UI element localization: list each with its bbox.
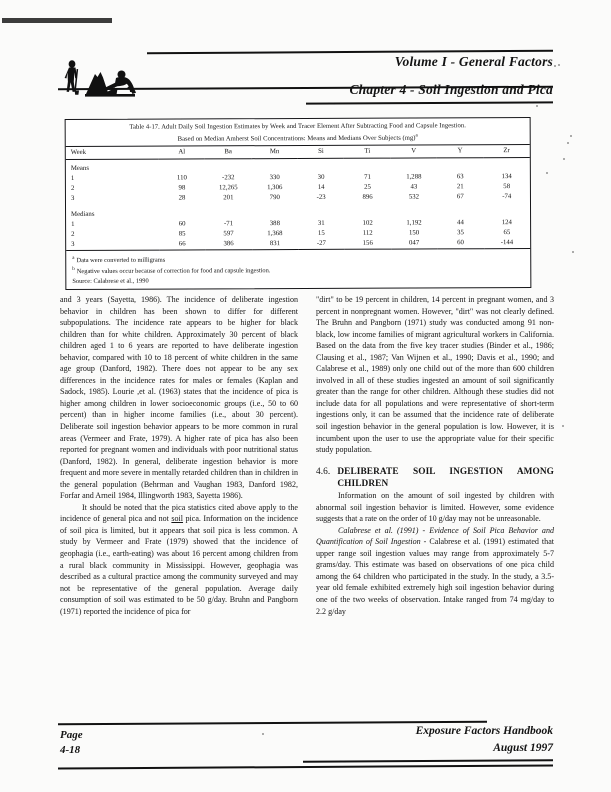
- header-volume-title: Volume I - General Factors: [394, 54, 553, 69]
- cell-si: -27: [298, 239, 344, 250]
- row-week-label: 3: [66, 240, 159, 251]
- row-week-label: 1: [71, 221, 75, 229]
- section-heading-4-6: [316, 466, 554, 490]
- cell-v: 1,288: [406, 173, 422, 181]
- cell-ba: -232: [222, 174, 235, 182]
- left-paragraph-1: and 3 years (Sayetta, 1986). The incidence of deliberate ingestion behavior in children has been shown to differ for different subpopulations. The incidence rate appears to be higher for black children than for white children. Approximately 30 percent of black children aged 1 to 6 years are reported to have deliberate ingestion behavior, compared with 10 to 18 percent of white children in the same age group (Danford, 1982). There does not appear to be any sex differences in the incidence rates for males or females (Kaplan and Sadock, 1985). Lourie ,et al. (1963) states that the incidence of pica is higher among children in lower socioeconomic groups (i.e., 50 to 60 percent) than in higher income families (i.e., about 30 percent). Deliberate soil ingestion behavior appears to be more common in rural areas (Vermeer and Frate, 1979). A higher rate of pica has also been reported for pregnant women and individuals with poor nutritional status (Danford, 1982). In general, deliberate ingestion behavior is more frequent and more severe in mentally retarded children than in children in the general population (Behrman and Vaughan 1983, Danford 1982, Forfar and Arneil 1984, Illingworth 1983, Sayetta 1986).: [60, 295, 298, 501]
- table-caption-footnote-marker: a: [415, 132, 418, 138]
- scan-speck: [558, 64, 560, 66]
- cell-zr: 124: [501, 219, 512, 227]
- cell-ti: 102: [362, 219, 373, 227]
- right-paragraph-1: "dirt" to be 19 percent in children, 14 percent in pregnant women, and 3 percent in nonpregnant women. However, "dirt" was not clearly defined. The Bruhn and Pangborn (1971) study was conducted among 91 non-black, low income families of migrant agricultural workers in California. Based on the data from the five key tracer studies (Binder et al., 1986; Clausing et al., 1987; Van Wijnen et al., 1990; Davis et al., 1990; and Calabrese et al., 1989) only one child out of the more than 600 children involved in all of these studies ingested an amount of soil significantly greater than the range for other children. Although these studies did not include data for all populations and were representative of short-term ingestions only, it can be assumed that the incidence rate of deliberate soil ingestion behavior in the general population is low. However, it is incumbent upon the user to use the appropriate value for their specific study population.: [316, 295, 554, 455]
- section-title: DELIBERATE SOIL INGESTION AMONG CHILDREN: [337, 466, 554, 489]
- cell-y: 21: [456, 183, 464, 191]
- footnote-a-text: Data were converted to milligrams: [76, 256, 166, 265]
- table-footnotes: [66, 249, 530, 289]
- footnote-b-text: Negative values occur because of correction for food and capsule ingestion.: [76, 267, 271, 276]
- footnote-b-marker: b: [72, 267, 75, 273]
- column-header-v: V: [391, 146, 437, 159]
- cell-al: 60: [178, 220, 186, 228]
- cell-y: 63: [456, 173, 464, 181]
- footer-rule-bottom: [58, 764, 553, 769]
- table-caption-line1: Table 4-17. Adult Daily Soil Ingestion Estimates by Week and Tracer Element After Subtracting Food and Capsule Ingestion.: [129, 122, 466, 131]
- footnote-a-marker: a: [72, 256, 75, 262]
- header-chapter-title: Chapter 4 - Soil Ingestion and Pica: [349, 82, 553, 97]
- cell-y: 67: [456, 193, 464, 201]
- column-header-ti: Ti: [344, 146, 390, 159]
- column-header-zr: Zr: [483, 145, 530, 158]
- cell-si: 30: [317, 174, 325, 182]
- column-header-mn: Mn: [251, 146, 297, 159]
- cell-ti: 156: [345, 239, 391, 250]
- cell-ti: 25: [364, 183, 371, 191]
- section-number: 4.6.: [316, 466, 331, 477]
- cell-mn: 388: [269, 220, 280, 228]
- study-citation-body: - Calabrese et al. (1991) estimated that upper range soil ingestion values may range from approximately 5-7 grams/day. This estimate was based on observations of one pica child among the 64 children who participated in the study. In the study, a 3.5-year old female exhibited extremely high soil ingestion behavior during one of the two weeks of observation. Intake ranged from 74 mg/day to 2.2 g/day: [316, 537, 555, 616]
- column-header-week: Week: [66, 147, 159, 160]
- soil-ingestion-data-table: [66, 145, 530, 251]
- cell-si: 15: [317, 230, 325, 238]
- cell-si: 31: [317, 220, 325, 228]
- cell-zr: -144: [484, 238, 530, 249]
- cell-mn: 831: [252, 239, 298, 250]
- column-header-al: Al: [159, 147, 205, 160]
- body-text-columns: [60, 294, 555, 704]
- left-paragraph-2: [60, 502, 298, 617]
- scan-speck: [546, 172, 548, 174]
- footer-page-number: 4-18: [60, 744, 81, 756]
- cell-ti: 112: [362, 229, 373, 237]
- cell-ba: 597: [223, 230, 234, 238]
- cell-y: 60: [437, 238, 483, 249]
- cell-v: 1,192: [406, 219, 422, 227]
- table-source: Source: Calabrese et al., 1990: [72, 278, 149, 286]
- row-week-label: 2: [70, 185, 75, 193]
- column-header-si: Si: [298, 146, 344, 159]
- table-4-17: [65, 117, 532, 290]
- column-header-y: Y: [437, 145, 483, 158]
- left-text-column: [60, 294, 298, 704]
- cell-ba: 12,265: [218, 184, 238, 192]
- scan-artifact-top-left: [2, 18, 112, 23]
- scan-speck: [567, 142, 569, 144]
- row-week-label: 2: [71, 231, 75, 239]
- footer-document-title: Exposure Factors Handbook: [415, 725, 553, 737]
- footer-page-label: Page: [60, 729, 83, 741]
- cell-si: 14: [317, 184, 325, 192]
- right-paragraph-2: Information on the amount of soil ingested by children with abnormal soil ingestion behavior is limited. However, some evidence suggests that a rate on the order of 10 g/day may not be unreasonable.: [316, 491, 554, 524]
- scan-speck: [554, 65, 556, 67]
- cell-mn: 790: [269, 194, 280, 202]
- cell-al: 98: [178, 184, 186, 192]
- cell-al: 85: [178, 230, 186, 238]
- header-rule-underline: [306, 101, 553, 104]
- cell-v: 43: [410, 183, 418, 191]
- group-label-medians: Medians: [71, 210, 95, 218]
- right-text-column: [316, 294, 554, 704]
- row-week-label: 1: [70, 175, 75, 183]
- left-paragraph-2-underlined-word: soil: [171, 514, 184, 524]
- right-paragraph-3: [316, 525, 554, 617]
- cell-al: 28: [178, 194, 186, 202]
- cell-v: 047: [391, 239, 437, 250]
- cell-y: 35: [457, 229, 464, 237]
- left-paragraph-2-post: pica. Information on the incidence of soil pica is limited, but it appears that soil pica is less common. A study by Vermeer and Frate (1979) showed that the incidence of geophagia (i.e., earth-eating) was about 16 percent among children from a rural black community in Mississippi. However, geophagia was described as a cultural practice among the community surveyed and may not be representative of the general population. Average daily consumption of soil was estimated to be 50 g/day. Bruhn and Pangborn (1971) reported the incidence of pica for: [60, 514, 298, 616]
- cell-ba: -71: [223, 220, 234, 228]
- study-citation-title: Calabrese et al. (1991) - Evidence of Soil Pica Behavior and Quantification of Soil Ingestion: [316, 525, 554, 547]
- footer-date: August 1997: [493, 742, 553, 754]
- cell-si: -23: [316, 194, 326, 202]
- column-header-ba: Ba: [205, 146, 251, 159]
- cell-ti: 896: [362, 193, 373, 201]
- cell-v: 150: [408, 229, 420, 237]
- cell-mn: 1,368: [267, 230, 283, 238]
- cell-al: 110: [176, 174, 187, 182]
- cell-ba: 201: [223, 194, 234, 202]
- scan-speck: [572, 251, 574, 253]
- cell-zr: 65: [503, 229, 511, 237]
- cell-y: 44: [457, 219, 464, 227]
- left-paragraph-2-pre: It should be noted that the pica statistics cited above apply to the incidence of general pica and not: [60, 502, 298, 524]
- cell-zr: 134: [501, 173, 512, 181]
- cell-zr: 58: [503, 183, 511, 191]
- cell-ti: 71: [364, 173, 371, 181]
- cell-ba: 386: [205, 239, 251, 250]
- soil-digging-figures-logo: [59, 58, 147, 102]
- cell-al: 66: [159, 240, 205, 251]
- scan-speck: [562, 425, 564, 427]
- table-caption-line2: Based on Median Amherst Soil Concentrations: Means and Medians Over Subjects (mg): [177, 134, 416, 143]
- row-week-label: 3: [70, 195, 75, 203]
- table-body: [66, 158, 530, 251]
- cell-zr: -74: [502, 193, 512, 201]
- footnote-b: [72, 263, 524, 276]
- footer-rule-middle: [303, 759, 553, 763]
- scan-speck: [570, 135, 572, 137]
- table-caption: [66, 118, 530, 147]
- cell-mn: 1,306: [267, 184, 283, 192]
- page-footer: [58, 722, 553, 774]
- page-header: [58, 42, 553, 114]
- group-label-means: Means: [70, 164, 89, 172]
- cell-mn: 330: [269, 174, 280, 182]
- cell-v: 532: [408, 193, 420, 201]
- scan-speck: [563, 158, 565, 160]
